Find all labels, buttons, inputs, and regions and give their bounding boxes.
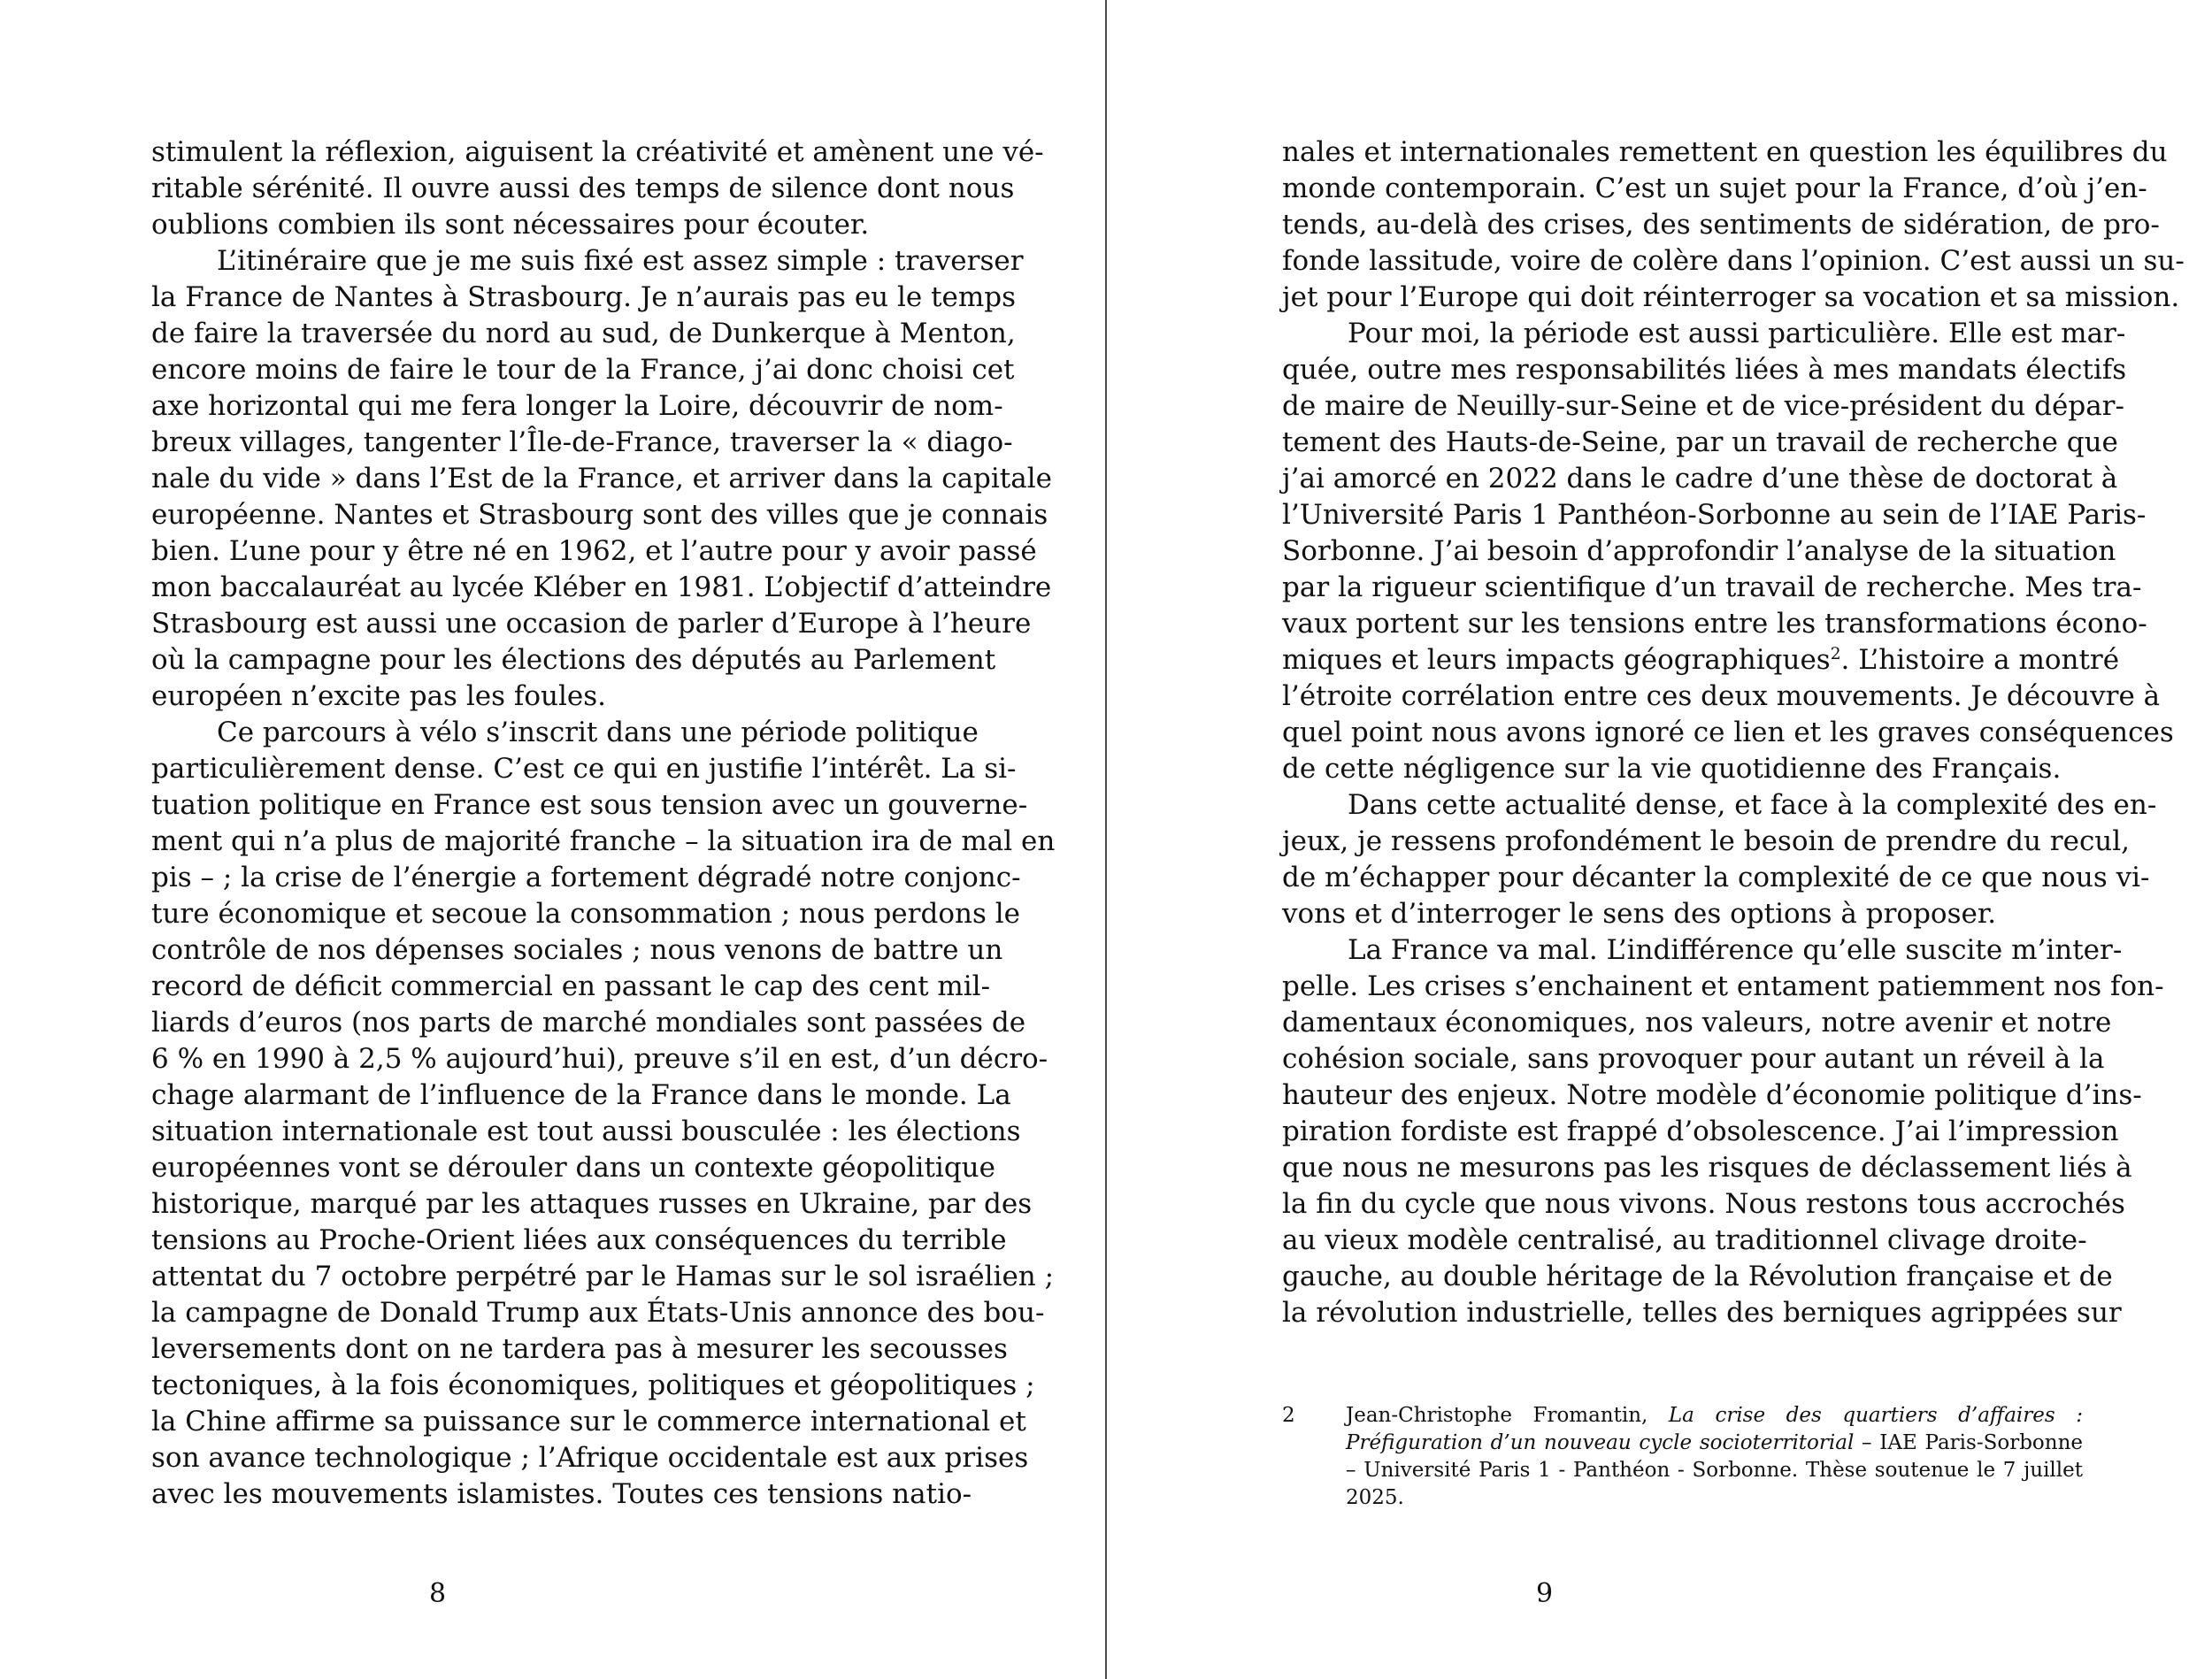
text-line: monde contemporain. C’est un sujet pour la France, d’où j’en- (1282, 172, 2147, 204)
text-line: tectoniques, à la fois économiques, politiques et géopolitiques ; (151, 1369, 1035, 1401)
text-line: damentaux économiques, nos valeurs, notre avenir et notre (1282, 1007, 2112, 1039)
text-line: tuation politique en France est sous tension avec un gouverne- (151, 789, 1028, 821)
text-line: son avance technologique ; l’Afrique occidentale est aux prises (151, 1442, 1029, 1474)
text-line: de maire de Neuilly-sur-Seine et de vice-président du dépar- (1282, 390, 2124, 422)
text-line: La France va mal. L’indifférence qu’elle suscite m’inter- (1348, 934, 2123, 966)
text-line: la campagne de Donald Trump aux États-Unis annonce des bou- (151, 1297, 1045, 1329)
text-line: pis – ; la crise de l’énergie a fortement dégradé notre conjonc- (151, 862, 1021, 893)
text-line: la Chine affirme sa puissance sur le commerce international et (151, 1406, 1026, 1438)
text-line: la fin du cycle que nous vivons. Nous restons tous accrochés (1282, 1188, 2125, 1220)
text-line: européenne. Nantes et Strasbourg sont des villes que je connais (151, 499, 1048, 531)
text-line: tends, au-delà des crises, des sentiments de sidération, de pro- (1282, 209, 2160, 241)
text-line: axe horizontal qui me fera longer la Loire, découvrir de nom- (151, 390, 1003, 422)
right-page (1107, 0, 2212, 1679)
text-line: de faire la traversée du nord au sud, de Dunkerque à Menton, (151, 318, 1016, 349)
text-line: par la rigueur scientifique d’un travail de recherche. Mes tra- (1282, 571, 2142, 603)
page-number: 8 (428, 1578, 447, 1609)
text-line: contrôle de nos dépenses sociales ; nous venons de battre un (151, 934, 1003, 966)
text-line: l’étroite corrélation entre ces deux mouvements. Je découvre à (1282, 680, 2161, 712)
text-line: la France de Nantes à Strasbourg. Je n’aurais pas eu le temps (151, 281, 1017, 313)
text-line: j’ai amorcé en 2022 dans le cadre d’une thèse de doctorat à (1282, 463, 2118, 494)
text-line: avec les mouvements islamistes. Toutes ces tensions natio- (151, 1478, 972, 1510)
text-line: mon baccalauréat au lycée Kléber en 1981. L’objectif d’atteindre (151, 571, 1052, 603)
text-line: vaux portent sur les tensions entre les transformations écono- (1282, 608, 2147, 640)
footnote-line: Jean-Christophe Fromantin, La crise des quartiers d’affaires : (1346, 1404, 2083, 1427)
text-line: européennes vont se dérouler dans un contexte géopolitique (151, 1152, 995, 1184)
text-line: que nous ne mesurons pas les risques de déclassement liés à (1282, 1152, 2132, 1184)
text-line: européen n’excite pas les foules. (151, 680, 606, 712)
page-number: 9 (1535, 1578, 1554, 1609)
text-line: nale du vide » dans l’Est de la France, et arriver dans la capitale (151, 463, 1053, 494)
text-line: 6 % en 1990 à 2,5 % aujourd’hui), preuve s’il en est, d’un décro- (151, 1043, 1048, 1075)
text-line: pelle. Les crises s’enchainent et entament patiemment nos fon- (1282, 970, 2164, 1002)
text-line: L’itinéraire que je me suis fixé est assez simple : traverser (217, 245, 1024, 277)
footnote-text (1346, 1402, 2083, 1512)
text-line: quel point nous avons ignoré ce lien et les graves conséquences (1282, 717, 2174, 748)
text-line: cohésion sociale, sans provoquer pour autant un réveil à la (1282, 1043, 2105, 1075)
text-line: record de déficit commercial en passant le cap des cent mil- (151, 970, 991, 1002)
text-line: tensions au Proche-Orient liées aux conséquences du terrible (151, 1224, 1007, 1256)
footnote-number: 2 (1282, 1404, 1295, 1427)
text-line: Pour moi, la période est aussi particulière. Elle est mar- (1348, 318, 2126, 349)
text-line: piration fordiste est frappé d’obsolescence. J’ai l’impression (1282, 1116, 2119, 1147)
text-line: vons et d’interroger le sens des options à proposer. (1282, 898, 1997, 930)
text-line: historique, marqué par les attaques russes en Ukraine, par des (151, 1188, 1033, 1220)
text-line: hauteur des enjeux. Notre modèle d’économie politique d’ins- (1282, 1079, 2142, 1111)
text-line: Sorbonne. J’ai besoin d’approfondir l’analyse de la situation (1282, 535, 2116, 567)
footnote-reference[interactable]: 2 (1830, 644, 1841, 663)
text-line: bien. L’une pour y être né en 1962, et l’autre pour y avoir passé (151, 535, 1037, 567)
text-line: Strasbourg est aussi une occasion de parler d’Europe à l’heure (151, 608, 1032, 640)
text-line: stimulent la réflexion, aiguisent la créativité et amènent une vé- (151, 136, 1044, 168)
text-line: la révolution industrielle, telles des berniques agrippées sur (1282, 1297, 2122, 1329)
text-line: l’Université Paris 1 Panthéon-Sorbonne au sein de l’IAE Paris- (1282, 499, 2147, 531)
text-line: liards d’euros (nos parts de marché mondiales sont passées de (151, 1007, 1026, 1039)
footnote-line: – Université Paris 1 - Panthéon - Sorbonne. Thèse soutenue le 7 juillet (1346, 1459, 2083, 1482)
left-page (0, 0, 1105, 1679)
text-line: attentat du 7 octobre perpétré par le Hamas sur le sol israélien ; (151, 1261, 1055, 1292)
left-page-text (151, 134, 1056, 1513)
text-line: jeux, je ressens profondément le besoin de prendre du recul, (1282, 825, 2131, 857)
text-line: nales et internationales remettent en question les équilibres du (1282, 136, 2168, 168)
text-line: jet pour l’Europe qui doit réinterroger sa vocation et sa mission. (1282, 281, 2180, 313)
footnote-line: 2025. (1346, 1486, 1404, 1509)
text-line: de cette négligence sur la vie quotidienne des Français. (1282, 753, 2062, 785)
text-line: leversements dont on ne tardera pas à mesurer les secousses (151, 1333, 1008, 1365)
footnote-line: Préfiguration d’un nouveau cycle socioterritorial – IAE Paris-Sorbonne (1346, 1431, 2083, 1454)
right-page-text (1282, 134, 2185, 1331)
text-line: fonde lassitude, voire de colère dans l’opinion. C’est aussi un su- (1282, 245, 2185, 277)
text-line: particulièrement dense. C’est ce qui en justifie l’intérêt. La si- (151, 753, 1017, 785)
text-line: où la campagne pour les élections des députés au Parlement (151, 644, 996, 676)
text-line: gauche, au double héritage de la Révolution française et de (1282, 1261, 2113, 1292)
text-line: de m’échapper pour décanter la complexité de ce que nous vi- (1282, 862, 2150, 893)
text-line: tement des Hauts-de-Seine, par un travail de recherche que (1282, 426, 2118, 458)
text-line: breux villages, tangenter l’Île-de-France, traverser la « diago- (151, 426, 1013, 458)
text-line: encore moins de faire le tour de la France, j’ai donc choisi cet (151, 354, 1015, 386)
text-line: oublions combien ils sont nécessaires pour écouter. (151, 209, 870, 241)
text-line: miques et leurs impacts géographiques$^2$. L’histoire a montré (1282, 644, 2120, 676)
text-line: au vieux modèle centralisé, au traditionnel clivage droite- (1282, 1224, 2087, 1256)
text-line: quée, outre mes responsabilités liées à mes mandats électifs (1282, 354, 2127, 386)
text-line: Ce parcours à vélo s’inscrit dans une période politique (217, 717, 979, 748)
text-line: ment qui n’a plus de majorité franche – la situation ira de mal en (151, 825, 1056, 857)
text-line: ture économique et secoue la consommation ; nous perdons le (151, 898, 1020, 930)
text-line: Dans cette actualité dense, et face à la complexité des en- (1348, 789, 2157, 821)
text-line: situation internationale est tout aussi bousculée : les élections (151, 1116, 1021, 1147)
text-line: ritable sérénité. Il ouvre aussi des temps de silence dont nous (151, 172, 1015, 204)
text-line: chage alarmant de l’influence de la France dans le monde. La (151, 1079, 1011, 1111)
